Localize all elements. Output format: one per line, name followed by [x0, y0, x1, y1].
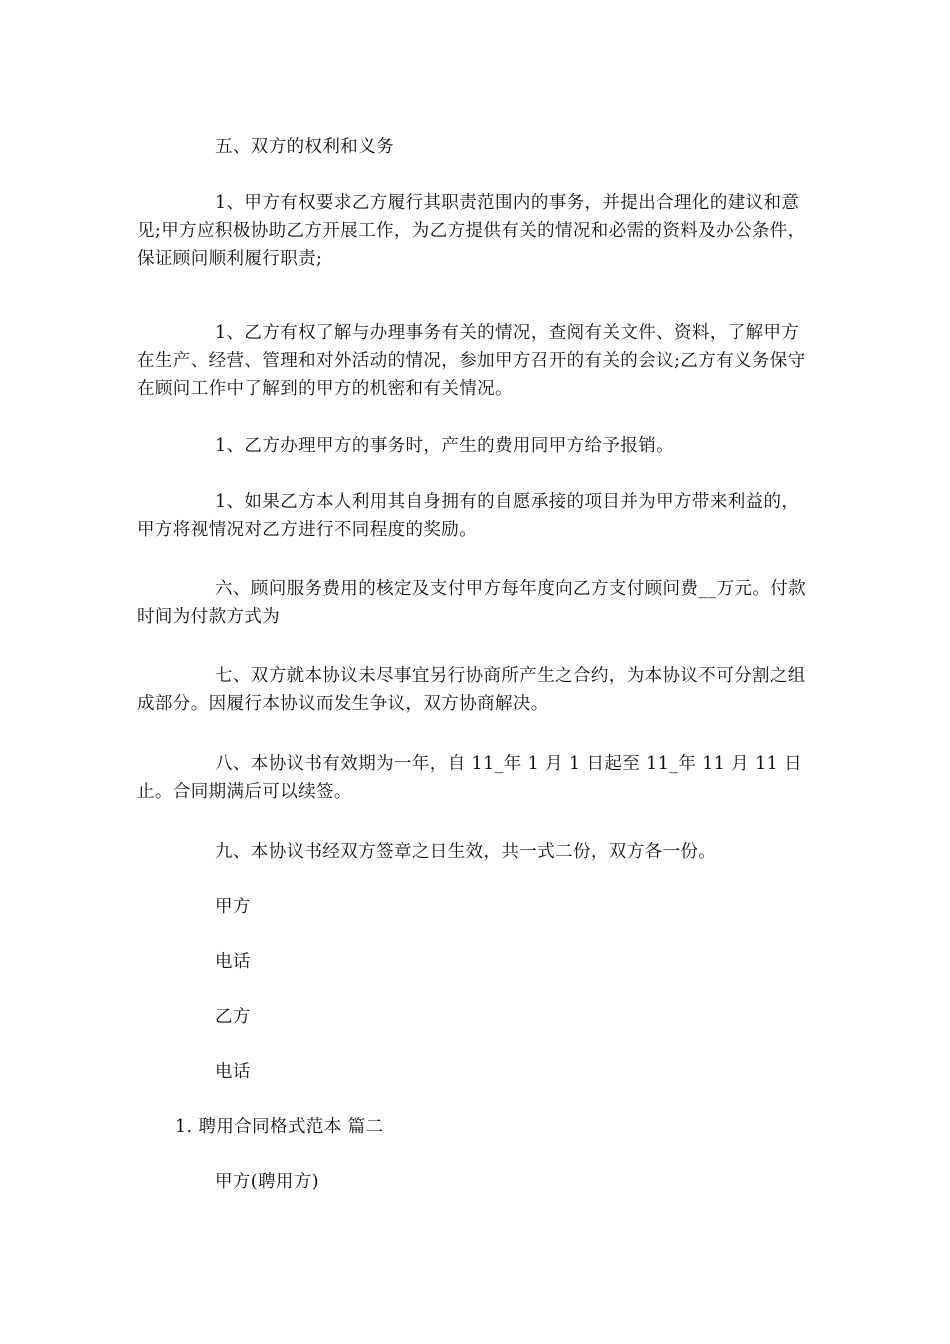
clause-rights-of-party-b: 1、乙方有权了解与办理事务有关的情况，查阅有关文件、资料，了解甲方在生产、经营、管理和对外活动的情况，参加甲方召开的有关的会议;乙方有义务保守在顾问工作中了解到的甲方的机密和有关情况。 [137, 323, 806, 399]
section-7-supplement: 七、双方就本协议未尽事宜另行协商所产生之合约，为本协议不可分割之组成部分。因履行本协议而发生争议，双方协商解决。 [137, 666, 806, 714]
party-b-phone-label: 电话 [215, 1062, 251, 1082]
party-a-employer-label: 甲方(聘用方) [215, 1172, 319, 1192]
clause-rights-of-party-a: 1、甲方有权要求乙方履行其职责范围内的事务，并提出合理化的建议和意见;甲方应积极协助乙方开展工作，为乙方提供有关的情况和必需的资料及办公条件，保证顾问顺利履行职责; [137, 193, 806, 269]
party-a-label: 甲方 [215, 897, 251, 917]
section-5-title: 五、双方的权利和义务 [215, 137, 394, 157]
party-b-label: 乙方 [215, 1007, 251, 1027]
section-9-effective: 九、本协议书经双方签章之日生效，共一式二份，双方各一份。 [215, 842, 717, 862]
clause-reward: 1、如果乙方本人利用其自身拥有的自愿承接的项目并为甲方带来利益的，甲方将视情况对乙方进行不同程度的奖励。 [137, 492, 800, 540]
section-6-fees: 六、顾问服务费用的核定及支付甲方每年度向乙方支付顾问费__万元。付款时间为付款方式为 [137, 579, 807, 627]
party-a-phone-label: 电话 [215, 952, 251, 972]
clause-expense-reimbursement: 1、乙方办理甲方的事务时，产生的费用同甲方给予报销。 [215, 436, 675, 456]
section-8-validity: 八、本协议书有效期为一年，自 11_年 1 月 1 日起至 11_年 11 月 11 日止。合同期满后可以续签。 [137, 754, 803, 802]
section-heading-2: 1. 聘用合同格式范本 篇二 [175, 1117, 384, 1137]
